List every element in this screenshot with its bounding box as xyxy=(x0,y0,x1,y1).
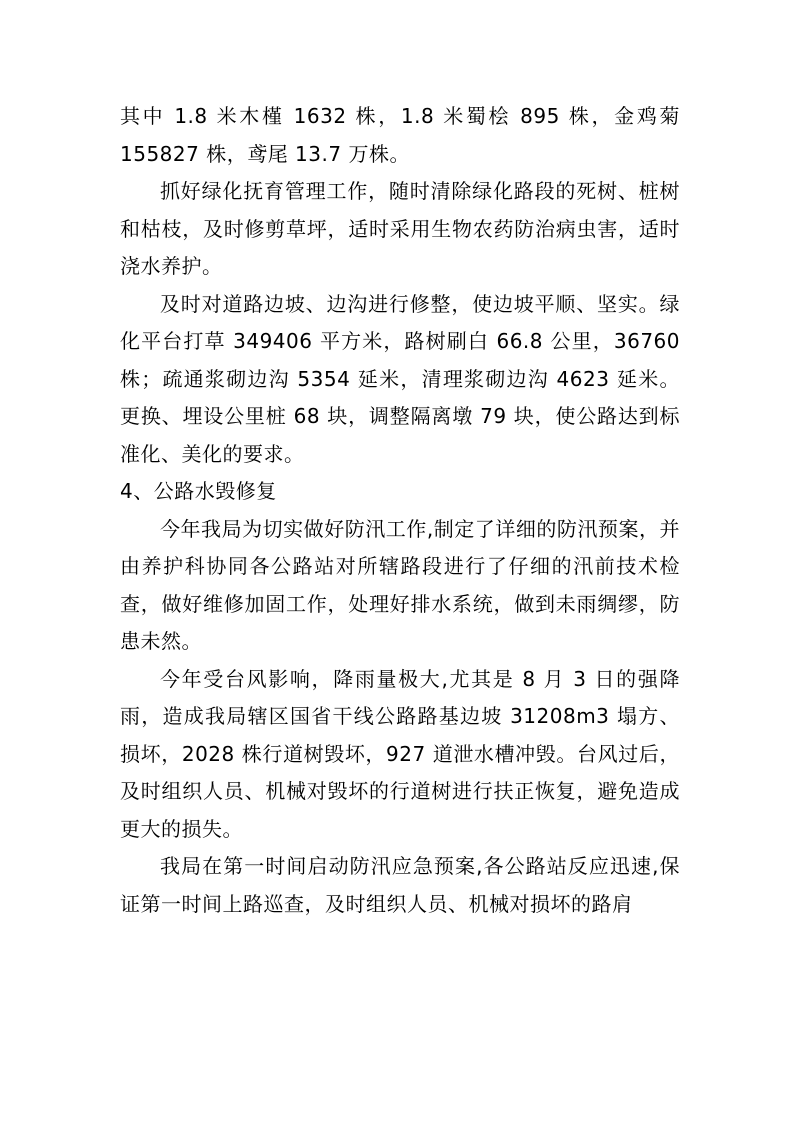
paragraph-nursery-counts: 其中 1.8 米木槿 1632 株，1.8 米蜀桧 895 株，金鸡菊 155827 株，鸢尾 13.7 万株。 xyxy=(120,104,680,166)
paragraph-slope-ditch-maintenance: 及时对道路边坡、边沟进行修整，使边坡平顺、坚实。绿化平台打草 349406 平方米，路树刷白 66.8 公里，36760 株；疏通浆砌边沟 5354 延米，清理浆砌边沟 4623 延米。更换、埋设公里桩 68 块，调整隔离墩 79 块，使公路达到标准化、美化的要求。 xyxy=(120,291,680,466)
paragraph-greening-care: 抓好绿化抚育管理工作，随时清除绿化路段的死树、桩树和枯枝，及时修剪草坪，适时采用生物农药防治病虫害，适时浇水养护。 xyxy=(120,179,680,278)
section-heading-water-damage-repair: 4、公路水毁修复 xyxy=(120,479,277,503)
document-page xyxy=(120,98,680,923)
paragraph-flood-prevention-plan: 今年我局为切实做好防汛工作,制定了详细的防汛预案，并由养护科协同各公路站对所辖路段进行了仔细的汛前技术检查，做好维修加固工作，处理好排水系统，做到未雨绸缪，防患未然。 xyxy=(120,516,680,653)
paragraph-typhoon-damage: 今年受台风影响，降雨量极大,尤其是 8 月 3 日的强降雨，造成我局辖区国省干线公路路基边坡 31208m3 塌方、损坏，2028 株行道树毁坏，927 道泄水槽冲毁。台风过后，及时组织人员、机械对毁坏的行道树进行扶正恢复，避免造成更大的损失。 xyxy=(120,666,680,841)
paragraph-emergency-response: 我局在第一时间启动防汛应急预案,各公路站反应迅速,保证第一时间上路巡查，及时组织人员、机械对损坏的路肩 xyxy=(120,854,680,916)
